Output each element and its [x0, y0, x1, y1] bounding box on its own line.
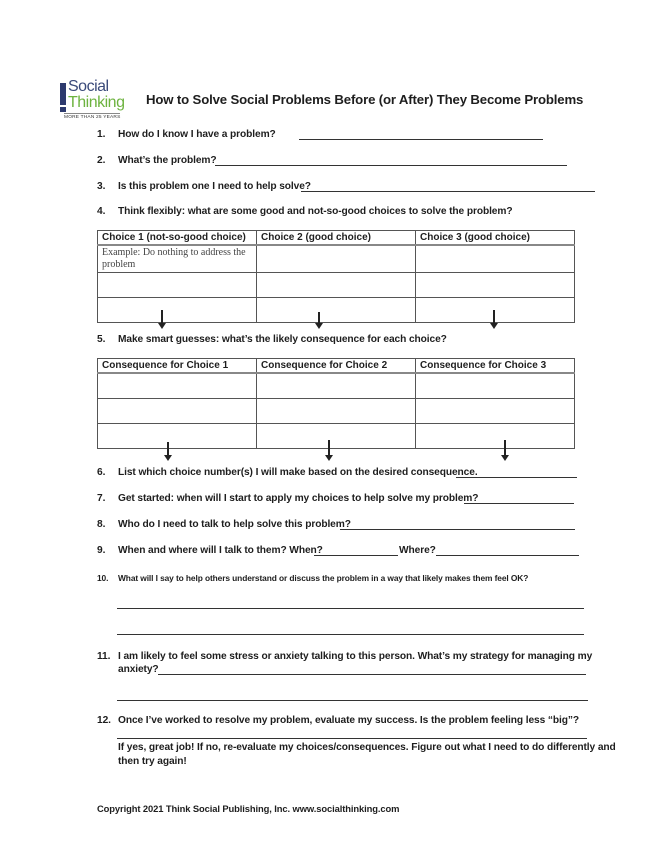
table-cell[interactable] — [257, 298, 416, 323]
answer-line-11b[interactable] — [117, 700, 588, 701]
question-text: Get started: when will I start to apply my choices to help solve my problem? — [118, 493, 479, 504]
table-cell[interactable] — [416, 398, 575, 423]
question-text: Is this problem one I need to help solve? — [118, 181, 311, 192]
down-arrow-icon — [167, 442, 169, 456]
question-number: 3. — [97, 181, 106, 192]
followup-text-1: If yes, great job! If no, re-evaluate my choices/consequences. Figure out what I need to do differently and — [118, 742, 616, 753]
table-row — [98, 245, 575, 273]
consequence-table — [97, 358, 575, 449]
header-choice-1: Choice 1 (not-so-good choice) — [98, 231, 257, 246]
table-cell[interactable] — [98, 273, 257, 298]
question-8 — [97, 519, 351, 530]
question-text: Make smart guesses: what’s the likely consequence for each choice? — [118, 334, 447, 345]
question-text: What will I say to help others understand or discuss the problem in a way that likely makes them feel OK? — [118, 573, 529, 583]
question-text: Think flexibly: what are some good and not-so-good choices to solve the problem? — [118, 206, 513, 217]
question-number: 11. — [97, 651, 111, 662]
table-cell[interactable] — [257, 373, 416, 398]
table-row — [98, 398, 575, 423]
question-1 — [97, 129, 276, 140]
table-cell[interactable] — [257, 423, 416, 448]
question-number: 6. — [97, 467, 106, 478]
answer-line-2[interactable] — [215, 165, 567, 166]
answer-line-12[interactable] — [117, 738, 587, 739]
question-10 — [97, 573, 528, 583]
table-header-row — [98, 231, 575, 246]
table-cell[interactable] — [98, 398, 257, 423]
table-cell[interactable] — [257, 398, 416, 423]
question-text: Once I’ve worked to resolve my problem, evaluate my success. Is the problem feeling less “big”? — [118, 715, 579, 726]
choices-table — [97, 230, 575, 323]
question-number: 2. — [97, 155, 106, 166]
followup-text-2: then try again! — [118, 756, 187, 767]
table-row — [98, 298, 575, 323]
where-label: Where? — [399, 545, 436, 556]
answer-line-10a[interactable] — [117, 608, 584, 609]
question-text: How do I know I have a problem? — [118, 129, 276, 140]
logo-thinking-text: Thinking — [68, 94, 125, 111]
table-cell[interactable] — [98, 423, 257, 448]
table-row — [98, 373, 575, 398]
question-7 — [97, 493, 478, 504]
logo-tagline: MORE THAN 25 YEARS — [64, 115, 121, 120]
question-3 — [97, 181, 311, 192]
down-arrow-icon — [318, 312, 320, 324]
question-text: When and where will I talk to them? When? — [118, 545, 323, 556]
question-number: 8. — [97, 519, 106, 530]
down-arrow-icon — [161, 310, 163, 324]
copyright-footer: Copyright 2021 Think Social Publishing, Inc. www.socialthinking.com — [97, 803, 400, 814]
logo-exclamation-icon — [60, 83, 66, 105]
question-9 — [97, 545, 323, 556]
question-11 — [97, 651, 592, 662]
question-text: I am likely to feel some stress or anxiety talking to this person. What’s my strategy for managing my — [118, 651, 593, 662]
answer-line-6[interactable] — [456, 477, 577, 478]
header-choice-2: Choice 2 (good choice) — [257, 231, 416, 246]
page-title: How to Solve Social Problems Before (or After) They Become Problems — [146, 92, 584, 107]
answer-line-9-where[interactable] — [436, 555, 579, 556]
table-cell[interactable] — [416, 423, 575, 448]
table-cell[interactable] — [416, 373, 575, 398]
table-cell[interactable] — [98, 298, 257, 323]
table-row — [98, 273, 575, 298]
question-number: 1. — [97, 129, 106, 140]
question-11-continued: anxiety? — [118, 664, 159, 675]
answer-line-8[interactable] — [340, 529, 575, 530]
question-number: 10. — [97, 573, 109, 583]
question-number: 4. — [97, 206, 106, 217]
table-header-row — [98, 359, 575, 374]
answer-line-11a[interactable] — [158, 674, 586, 675]
table-cell[interactable] — [98, 373, 257, 398]
logo-social-text: Social — [68, 78, 109, 95]
down-arrow-icon — [504, 440, 506, 456]
down-arrow-icon — [328, 440, 330, 456]
answer-line-9-when[interactable] — [314, 555, 398, 556]
header-choice-3: Choice 3 (good choice) — [416, 231, 575, 246]
down-arrow-icon — [493, 310, 495, 324]
header-consequence-2: Consequence for Choice 2 — [257, 359, 416, 374]
question-text: Who do I need to talk to help solve this problem? — [118, 519, 351, 530]
logo-exclamation-dot — [60, 107, 66, 112]
question-4 — [97, 206, 512, 217]
table-cell[interactable] — [257, 245, 416, 273]
header-consequence-1: Consequence for Choice 1 — [98, 359, 257, 374]
table-row — [98, 423, 575, 448]
question-text: List which choice number(s) I will make based on the desired consequence. — [118, 467, 478, 478]
header-consequence-3: Consequence for Choice 3 — [416, 359, 575, 374]
table-cell[interactable] — [257, 273, 416, 298]
table-cell[interactable] — [416, 298, 575, 323]
answer-line-1[interactable] — [299, 139, 543, 140]
answer-line-10b[interactable] — [117, 634, 584, 635]
question-2 — [97, 155, 216, 166]
question-number: 12. — [97, 715, 111, 726]
answer-line-3[interactable] — [301, 191, 595, 192]
example-cell[interactable]: Example: Do nothing to address the problem — [98, 245, 257, 273]
question-number: 7. — [97, 493, 106, 504]
question-number: 9. — [97, 545, 106, 556]
question-number: 5. — [97, 334, 106, 345]
question-5 — [97, 334, 447, 345]
answer-line-7[interactable] — [464, 503, 574, 504]
table-cell[interactable] — [416, 273, 575, 298]
question-text: What’s the problem? — [118, 155, 217, 166]
table-cell[interactable] — [416, 245, 575, 273]
question-6 — [97, 467, 478, 478]
question-12 — [97, 715, 579, 726]
